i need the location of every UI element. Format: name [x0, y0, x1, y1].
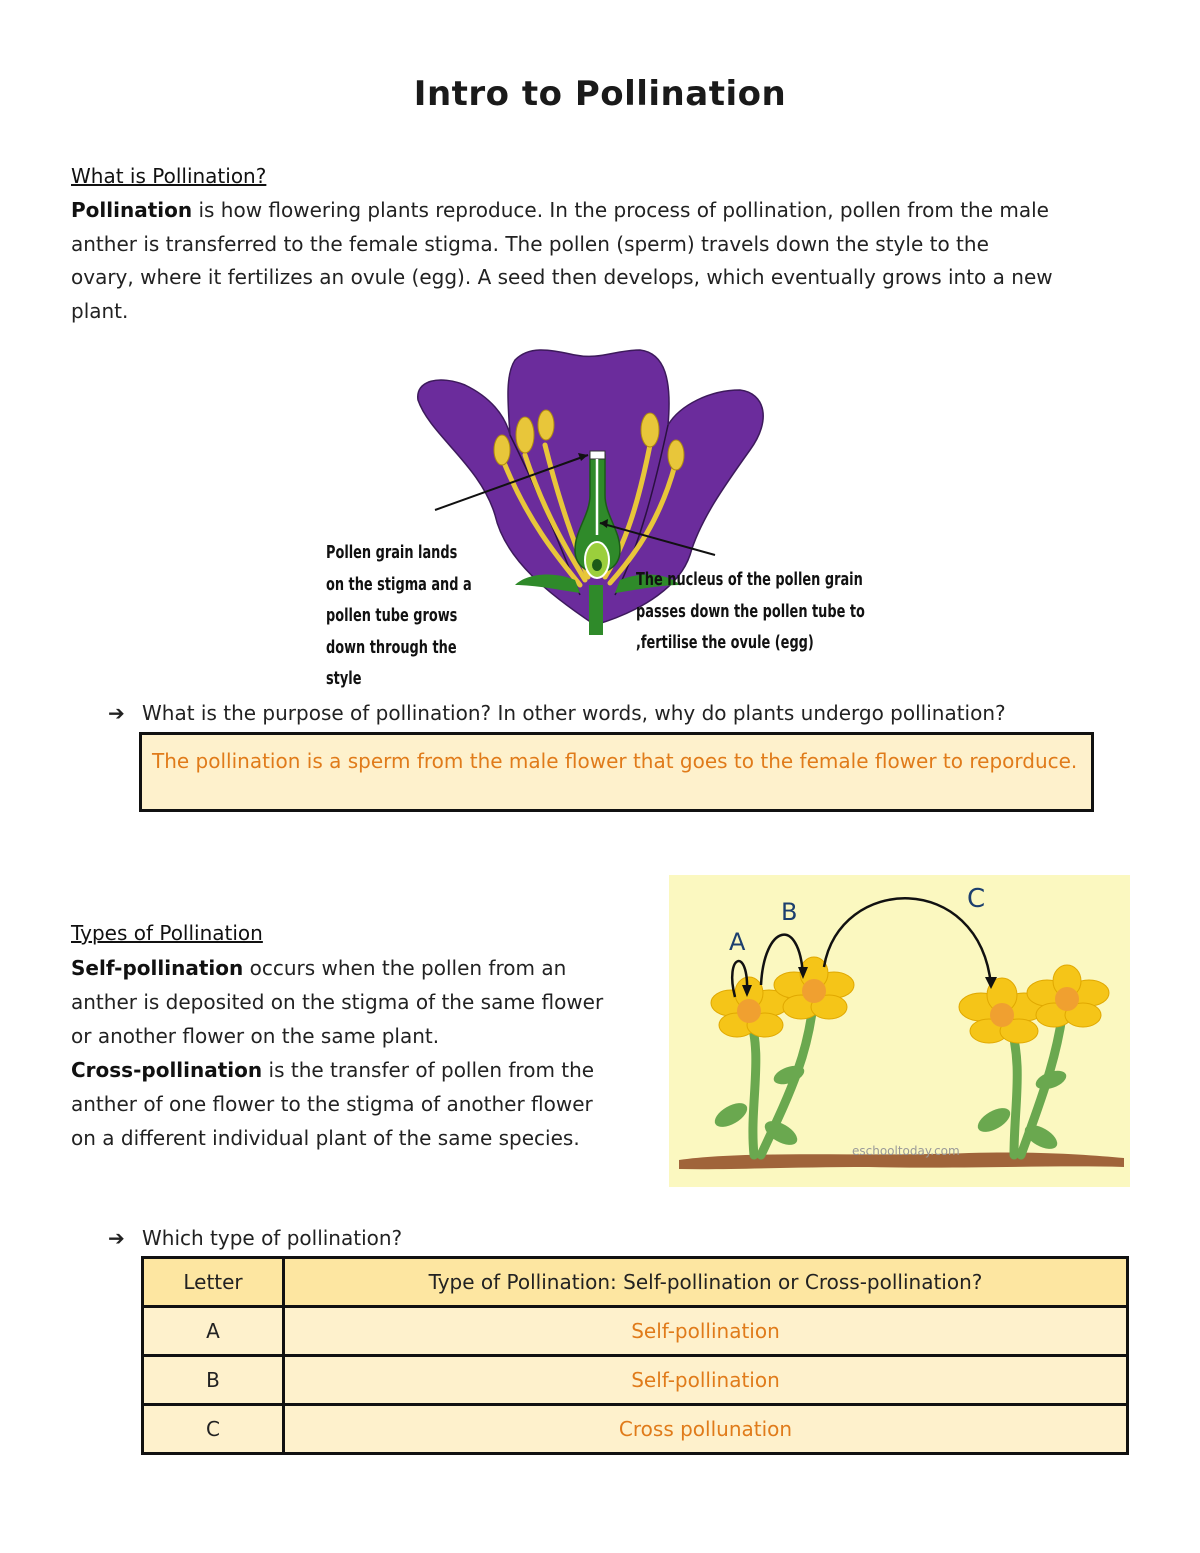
- row-letter: B: [143, 1356, 284, 1405]
- watermark: eschooltoday.com: [852, 1144, 960, 1158]
- table-row: [143, 1307, 1128, 1356]
- label-c: C: [967, 884, 986, 914]
- question-text: Which type of pollination?: [142, 1226, 403, 1250]
- anther: [641, 413, 659, 447]
- anther: [668, 440, 684, 470]
- self-pollination-term: Self-pollination: [71, 956, 244, 980]
- anther: [538, 410, 554, 440]
- table-header-row: [143, 1258, 1128, 1307]
- definition-line-2: anther is transferred to the female stigma. The pollen (sperm) travels down the style to the: [71, 231, 989, 256]
- row-letter: C: [143, 1405, 284, 1454]
- header-letter: Letter: [143, 1258, 284, 1307]
- definition-line-1: is how flowering plants reproduce. In the process of pollination, pollen from the male: [192, 198, 1049, 222]
- label-a: A: [729, 928, 746, 956]
- arrow-bullet-icon: ➔: [108, 1226, 125, 1250]
- anther: [516, 417, 534, 453]
- row-answer[interactable]: Self-pollination: [284, 1307, 1128, 1356]
- arrow-bullet-icon: ➔: [108, 701, 125, 725]
- row-letter: A: [143, 1307, 284, 1356]
- header-type: Type of Pollination: Self-pollination or Cross-pollination?: [284, 1258, 1128, 1307]
- stem: [589, 585, 603, 635]
- section-heading-what-is-pollination: What is Pollination?: [71, 164, 267, 188]
- question-text: What is the purpose of pollination? In other words, why do plants undergo pollination?: [142, 701, 1006, 725]
- types-description: Self-pollination occurs when the pollen from an anther is deposited on the stigma of the same flower or another flower on the same plant. Cross-pollination is the transfer of pollen from the anther of one flower to the stigma of another flower on a different individual plant of the same species.: [71, 956, 604, 1150]
- row-answer[interactable]: Cross pollunation: [284, 1405, 1128, 1454]
- question-purpose: [108, 701, 1006, 725]
- stigma: [590, 451, 605, 459]
- definition-line-3: ovary, where it fertilizes an ovule (egg). A seed then develops, which eventually grows into a new: [71, 265, 1053, 289]
- pollination-types-diagram: [669, 875, 1130, 1187]
- pollination-table: [141, 1256, 1129, 1455]
- section-heading-types: Types of Pollination: [71, 921, 263, 945]
- pollination-definition: [71, 194, 1151, 328]
- row-answer[interactable]: Self-pollination: [284, 1356, 1128, 1405]
- question-which-type: [108, 1226, 402, 1250]
- cross-pollination-term: Cross-pollination: [71, 1058, 263, 1082]
- page-title: Intro to Pollination: [413, 74, 787, 114]
- ovule: [592, 559, 602, 571]
- label-b: B: [781, 898, 798, 926]
- answer-box[interactable]: The pollination is a sperm from the male flower that goes to the female flower to reporduce.: [139, 732, 1094, 812]
- table-row: [143, 1356, 1128, 1405]
- diagram-label-stigma: Pollen grain lands on the stigma and a pollen tube grows down through the style: [326, 543, 472, 689]
- table-row: [143, 1405, 1128, 1454]
- anther: [494, 435, 510, 465]
- diagram-label-nucleus: The nucleus of the pollen grain passes down the pollen tube to ,fertilise the ovule (egg): [636, 570, 865, 653]
- pollination-term: Pollination: [71, 198, 193, 222]
- definition-line-4: plant.: [71, 298, 129, 323]
